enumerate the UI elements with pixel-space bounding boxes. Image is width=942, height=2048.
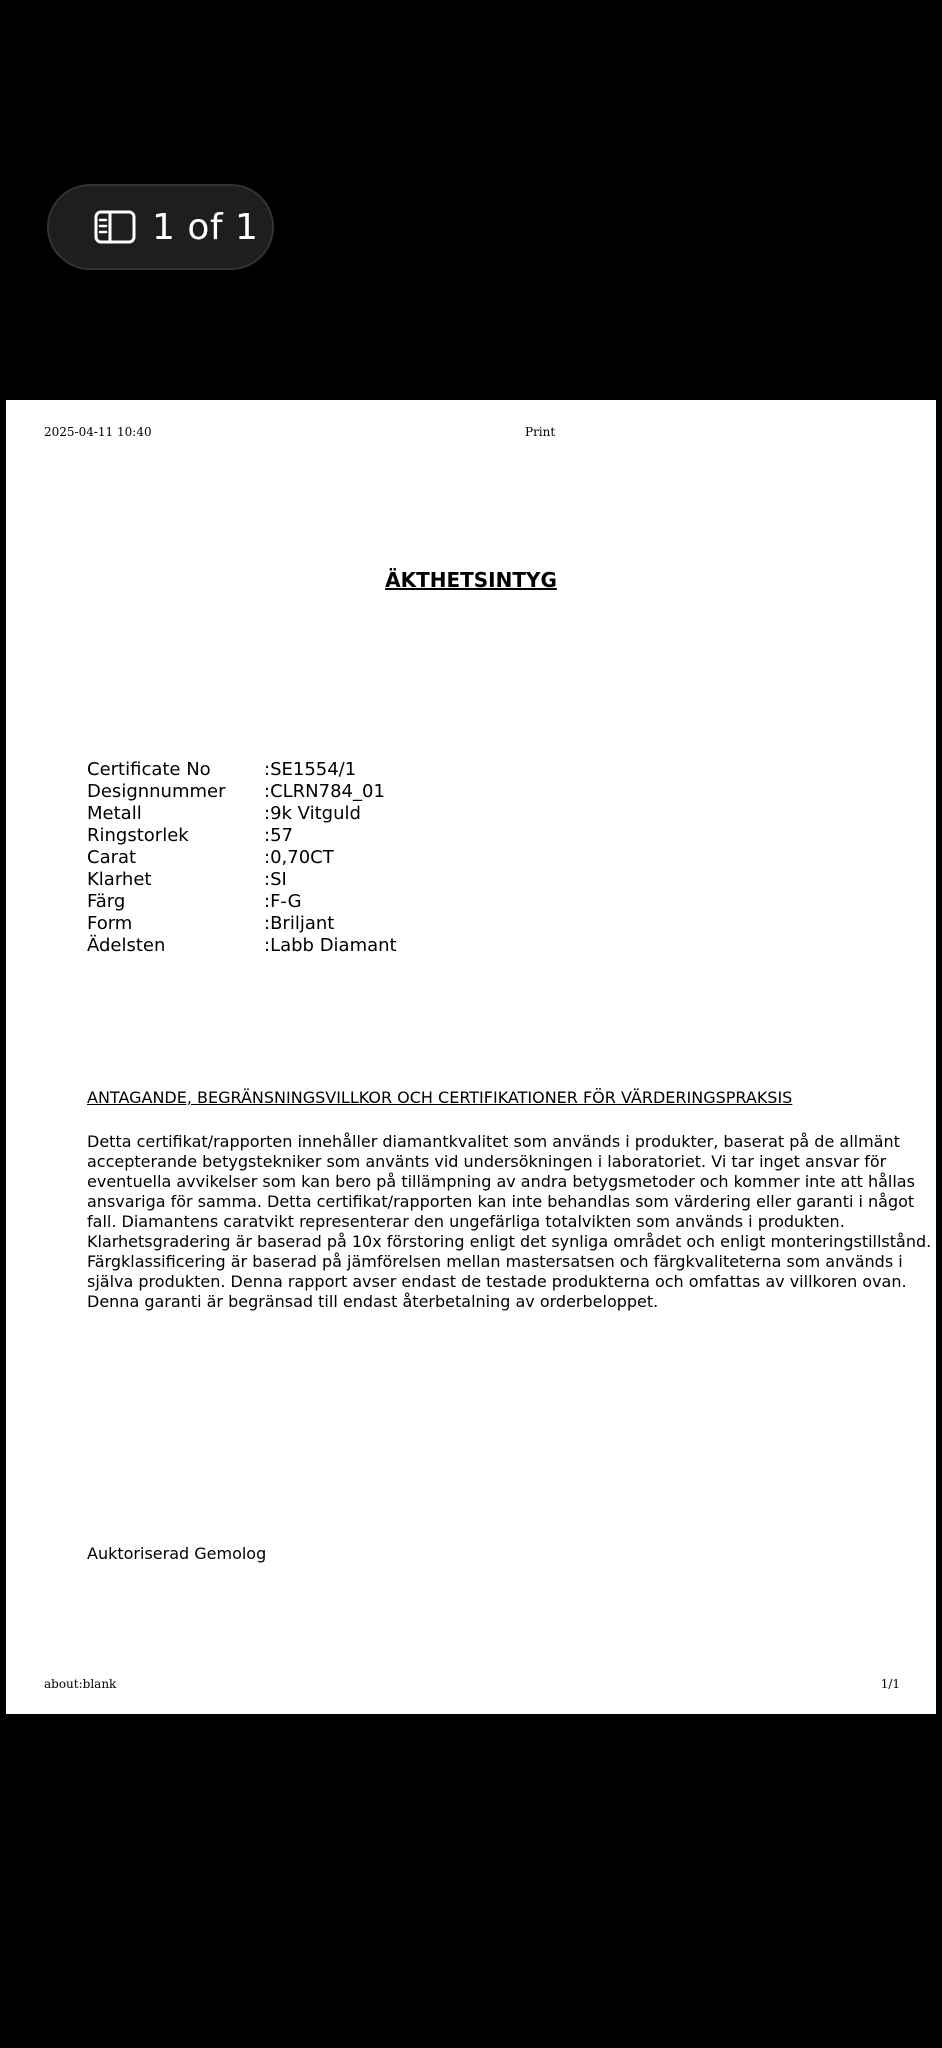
- field-value: :Labb Diamant: [264, 935, 397, 956]
- field-label: Ädelsten: [87, 935, 166, 956]
- print-title: Print: [525, 425, 556, 439]
- disclaimer-line: Färgklassificering är baserad på jämförelsen mellan mastersatsen och färgkvaliteterna som används i: [87, 1252, 903, 1271]
- field-label: Ringstorlek: [87, 825, 189, 846]
- disclaimer-line: accepterande betygstekniker som använts vid undersökningen i laboratoriet. Vi tar inget ansvar för: [87, 1152, 887, 1171]
- field-label: Klarhet: [87, 869, 152, 890]
- page-indicator-label: 1 of 1: [152, 206, 259, 248]
- field-row: [87, 781, 397, 803]
- sidebar-panel-icon: [94, 210, 136, 244]
- field-label: Certificate No: [87, 759, 211, 780]
- field-value: :0,70CT: [264, 847, 334, 868]
- field-value: :SE1554/1: [264, 759, 357, 780]
- print-datetime: 2025-04-11 10:40: [44, 425, 152, 439]
- field-row: [87, 913, 397, 935]
- field-label: Form: [87, 913, 133, 934]
- disclaimer-line: Klarhetsgradering är baserad på 10x förstoring enligt det synliga området och enligt monteringstillstånd.: [87, 1232, 932, 1251]
- certificate-fields: [87, 759, 397, 957]
- field-label: Carat: [87, 847, 137, 868]
- field-row: [87, 825, 397, 847]
- print-footer-page: 1/1: [880, 1677, 900, 1691]
- disclaimer-line: själva produkten. Denna rapport avser endast de testade produkterna och omfattas av villkoren ovan.: [87, 1272, 907, 1291]
- certificate-title: ÄKTHETSINTYG: [385, 568, 557, 592]
- field-value: :9k Vitguld: [264, 803, 361, 824]
- section-heading: ANTAGANDE, BEGRÄNSNINGSVILLKOR OCH CERTIFIKATIONER FÖR VÄRDERINGSPRAKSIS: [87, 1088, 793, 1107]
- disclaimer-line: ansvariga för samma. Detta certifikat/rapporten kan inte behandlas som värdering eller garanti i något: [87, 1192, 915, 1211]
- field-row: [87, 759, 397, 781]
- field-label: Metall: [87, 803, 142, 824]
- field-row: [87, 869, 397, 891]
- field-row: [87, 935, 397, 957]
- field-value: :57: [264, 825, 293, 846]
- print-footer-url: about:blank: [44, 1677, 117, 1691]
- disclaimer-line: eventuella avvikelser som kan bero på tillämpning av andra betygsmetoder och kommer inte att hållas: [87, 1172, 915, 1191]
- signature-line: Auktoriserad Gemolog: [87, 1544, 267, 1563]
- disclaimer-line: Denna garanti är begränsad till endast återbetalning av orderbeloppet.: [87, 1292, 659, 1311]
- page-indicator-button[interactable]: [47, 184, 274, 270]
- field-label: Färg: [87, 891, 126, 912]
- field-value: :CLRN784_01: [264, 781, 385, 802]
- field-row: [87, 891, 397, 913]
- disclaimer-line: fall. Diamantens caratvikt representerar den ungefärliga totalvikten som används i produkten.: [87, 1212, 845, 1231]
- disclaimer-text: [87, 1132, 932, 1312]
- field-value: :Briljant: [264, 913, 335, 934]
- disclaimer-line: Detta certifikat/rapporten innehåller diamantkvalitet som används i produkter, baserat på de allmänt: [87, 1132, 900, 1151]
- field-row: [87, 803, 397, 825]
- field-value: :SI: [264, 869, 287, 890]
- field-value: :F-G: [264, 891, 302, 912]
- document-page: [6, 400, 936, 1714]
- field-row: [87, 847, 397, 869]
- field-label: Designnummer: [87, 781, 226, 802]
